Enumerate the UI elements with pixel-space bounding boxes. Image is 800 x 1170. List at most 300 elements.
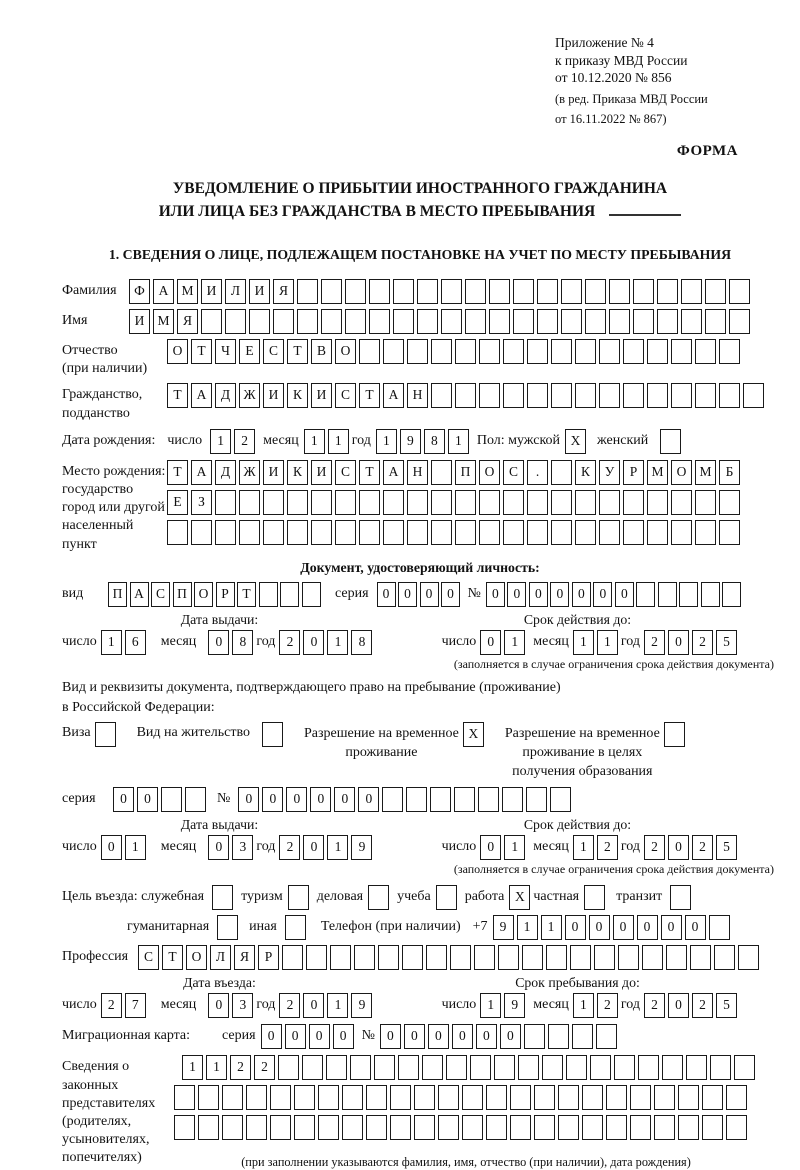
char-cell[interactable] [431,520,452,545]
char-cell[interactable] [270,1085,291,1110]
char-cell[interactable] [719,490,740,515]
char-cell[interactable] [542,1055,563,1080]
char-cell[interactable] [302,582,321,607]
char-cell[interactable] [606,1085,627,1110]
char-cell[interactable]: П [108,582,127,607]
char-cell[interactable]: 1 [206,1055,227,1080]
char-cell[interactable] [436,885,457,910]
char-cell[interactable] [719,339,740,364]
char-cell[interactable] [590,1055,611,1080]
char-cell[interactable]: Я [177,309,198,334]
char-cell[interactable] [738,945,759,970]
char-cell[interactable] [526,787,547,812]
char-cell[interactable] [479,383,500,408]
char-cell[interactable]: 0 [420,582,439,607]
char-cell[interactable]: Т [287,339,308,364]
char-cell[interactable] [594,945,615,970]
char-cell[interactable] [575,490,596,515]
char-cell[interactable] [359,490,380,515]
title-blank-underline[interactable] [609,214,681,216]
char-cell[interactable] [701,582,720,607]
char-cell[interactable]: 0 [668,630,689,655]
char-cell[interactable] [249,309,270,334]
char-cell[interactable] [695,383,716,408]
char-cell[interactable] [311,490,332,515]
char-cell[interactable]: 3 [232,835,253,860]
char-cell[interactable]: П [455,460,476,485]
char-cell[interactable]: 1 [573,630,594,655]
char-cell[interactable] [678,1085,699,1110]
char-cell[interactable] [278,1055,299,1080]
char-cell[interactable] [558,1085,579,1110]
char-cell[interactable] [462,1115,483,1140]
char-cell[interactable] [263,490,284,515]
char-cell[interactable] [502,787,523,812]
char-cell[interactable] [664,722,685,747]
char-cell[interactable] [455,339,476,364]
char-cell[interactable]: 0 [262,787,283,812]
char-cell[interactable] [503,520,524,545]
char-cell[interactable]: 0 [334,787,355,812]
char-cell[interactable] [287,520,308,545]
char-cell[interactable]: А [130,582,149,607]
char-cell[interactable]: 0 [303,993,324,1018]
char-cell[interactable]: 9 [400,429,421,454]
char-cell[interactable]: 0 [261,1024,282,1049]
char-cell[interactable]: И [201,279,222,304]
char-cell[interactable] [330,945,351,970]
char-cell[interactable]: А [191,383,212,408]
char-cell[interactable]: 2 [279,993,300,1018]
char-cell[interactable] [709,915,730,940]
char-cell[interactable] [239,490,260,515]
char-cell[interactable] [498,945,519,970]
char-cell[interactable]: И [129,309,150,334]
char-cell[interactable]: И [249,279,270,304]
char-cell[interactable]: 1 [504,630,525,655]
char-cell[interactable] [623,383,644,408]
char-cell[interactable]: С [263,339,284,364]
char-cell[interactable]: К [287,383,308,408]
char-cell[interactable] [671,520,692,545]
char-cell[interactable]: 0 [529,582,548,607]
char-cell[interactable]: 1 [304,429,325,454]
char-cell[interactable]: А [191,460,212,485]
char-cell[interactable] [614,1055,635,1080]
char-cell[interactable]: X [565,429,586,454]
char-cell[interactable] [306,945,327,970]
char-cell[interactable] [198,1115,219,1140]
char-cell[interactable]: 0 [589,915,610,940]
char-cell[interactable]: 0 [441,582,460,607]
char-cell[interactable] [671,490,692,515]
char-cell[interactable] [342,1085,363,1110]
char-cell[interactable]: 0 [358,787,379,812]
char-cell[interactable] [390,1085,411,1110]
char-cell[interactable] [359,520,380,545]
char-cell[interactable] [431,490,452,515]
char-cell[interactable] [302,1055,323,1080]
char-cell[interactable]: 0 [309,1024,330,1049]
char-cell[interactable] [294,1115,315,1140]
char-cell[interactable] [414,1085,435,1110]
char-cell[interactable] [527,490,548,515]
char-cell[interactable]: 0 [101,835,122,860]
char-cell[interactable] [513,279,534,304]
char-cell[interactable] [383,490,404,515]
char-cell[interactable] [263,520,284,545]
char-cell[interactable]: X [509,885,530,910]
char-cell[interactable]: 2 [692,630,713,655]
char-cell[interactable] [321,279,342,304]
char-cell[interactable] [630,1085,651,1110]
char-cell[interactable] [494,1055,515,1080]
char-cell[interactable] [690,945,711,970]
char-cell[interactable] [503,490,524,515]
char-cell[interactable]: О [186,945,207,970]
char-cell[interactable] [287,490,308,515]
char-cell[interactable]: О [167,339,188,364]
char-cell[interactable] [366,1085,387,1110]
char-cell[interactable] [585,309,606,334]
char-cell[interactable] [666,945,687,970]
char-cell[interactable]: Т [167,460,188,485]
char-cell[interactable] [551,339,572,364]
char-cell[interactable] [642,945,663,970]
char-cell[interactable] [722,582,741,607]
char-cell[interactable] [647,490,668,515]
char-cell[interactable] [259,582,278,607]
char-cell[interactable] [705,279,726,304]
char-cell[interactable] [430,787,451,812]
char-cell[interactable] [426,945,447,970]
char-cell[interactable] [441,279,462,304]
char-cell[interactable]: Д [215,460,236,485]
char-cell[interactable] [407,490,428,515]
char-cell[interactable] [609,309,630,334]
char-cell[interactable]: Я [273,279,294,304]
char-cell[interactable]: 0 [668,835,689,860]
char-cell[interactable] [662,1055,683,1080]
char-cell[interactable] [566,1055,587,1080]
char-cell[interactable] [414,1115,435,1140]
char-cell[interactable]: X [463,722,484,747]
char-cell[interactable] [681,309,702,334]
char-cell[interactable]: 0 [613,915,634,940]
char-cell[interactable] [623,339,644,364]
char-cell[interactable] [551,490,572,515]
char-cell[interactable] [658,582,677,607]
char-cell[interactable] [551,460,572,485]
char-cell[interactable] [280,582,299,607]
char-cell[interactable]: 2 [692,993,713,1018]
char-cell[interactable] [454,787,475,812]
char-cell[interactable]: 0 [303,835,324,860]
char-cell[interactable]: 0 [398,582,417,607]
char-cell[interactable] [95,722,116,747]
char-cell[interactable]: З [191,490,212,515]
char-cell[interactable]: 1 [480,993,501,1018]
char-cell[interactable] [623,520,644,545]
char-cell[interactable] [599,339,620,364]
char-cell[interactable] [714,945,735,970]
char-cell[interactable] [382,787,403,812]
char-cell[interactable] [198,1085,219,1110]
char-cell[interactable]: Д [215,383,236,408]
char-cell[interactable] [719,520,740,545]
char-cell[interactable] [455,490,476,515]
char-cell[interactable] [225,309,246,334]
char-cell[interactable] [450,945,471,970]
char-cell[interactable] [474,945,495,970]
char-cell[interactable]: М [647,460,668,485]
char-cell[interactable] [570,945,591,970]
char-cell[interactable] [513,309,534,334]
char-cell[interactable]: 1 [573,993,594,1018]
char-cell[interactable]: 1 [448,429,469,454]
char-cell[interactable]: Т [167,383,188,408]
char-cell[interactable] [383,339,404,364]
char-cell[interactable]: Б [719,460,740,485]
char-cell[interactable]: С [335,383,356,408]
char-cell[interactable]: 1 [328,429,349,454]
char-cell[interactable] [606,1115,627,1140]
char-cell[interactable] [294,1085,315,1110]
char-cell[interactable] [705,309,726,334]
char-cell[interactable] [671,383,692,408]
char-cell[interactable]: 0 [637,915,658,940]
char-cell[interactable]: 0 [572,582,591,607]
char-cell[interactable]: 0 [238,787,259,812]
char-cell[interactable] [657,279,678,304]
char-cell[interactable]: М [177,279,198,304]
char-cell[interactable]: 0 [685,915,706,940]
char-cell[interactable] [288,885,309,910]
char-cell[interactable]: В [311,339,332,364]
char-cell[interactable] [550,787,571,812]
char-cell[interactable]: Н [407,383,428,408]
char-cell[interactable]: 5 [716,630,737,655]
char-cell[interactable]: Ч [215,339,236,364]
char-cell[interactable] [217,915,238,940]
char-cell[interactable]: А [153,279,174,304]
char-cell[interactable]: 0 [137,787,158,812]
char-cell[interactable] [431,383,452,408]
char-cell[interactable] [489,309,510,334]
char-cell[interactable]: У [599,460,620,485]
char-cell[interactable] [441,309,462,334]
char-cell[interactable]: Ф [129,279,150,304]
char-cell[interactable] [191,520,212,545]
char-cell[interactable] [212,885,233,910]
char-cell[interactable] [510,1085,531,1110]
char-cell[interactable] [582,1085,603,1110]
char-cell[interactable]: Е [167,490,188,515]
char-cell[interactable]: К [575,460,596,485]
char-cell[interactable] [618,945,639,970]
char-cell[interactable] [518,1055,539,1080]
char-cell[interactable] [446,1055,467,1080]
char-cell[interactable]: Е [239,339,260,364]
char-cell[interactable] [503,339,524,364]
char-cell[interactable]: 0 [404,1024,425,1049]
char-cell[interactable]: 2 [230,1055,251,1080]
char-cell[interactable] [630,1115,651,1140]
char-cell[interactable] [393,309,414,334]
char-cell[interactable]: М [695,460,716,485]
char-cell[interactable]: 0 [208,835,229,860]
char-cell[interactable]: Н [407,460,428,485]
char-cell[interactable]: М [153,309,174,334]
char-cell[interactable]: 1 [597,630,618,655]
char-cell[interactable]: 2 [234,429,255,454]
char-cell[interactable] [575,520,596,545]
char-cell[interactable]: И [311,460,332,485]
char-cell[interactable] [561,309,582,334]
char-cell[interactable]: Т [359,383,380,408]
char-cell[interactable] [561,279,582,304]
char-cell[interactable]: 2 [279,835,300,860]
char-cell[interactable] [729,279,750,304]
char-cell[interactable] [702,1115,723,1140]
char-cell[interactable] [670,885,691,910]
char-cell[interactable] [695,339,716,364]
char-cell[interactable]: 0 [661,915,682,940]
char-cell[interactable] [522,945,543,970]
char-cell[interactable] [654,1085,675,1110]
char-cell[interactable]: 8 [351,630,372,655]
char-cell[interactable] [503,383,524,408]
char-cell[interactable]: О [479,460,500,485]
char-cell[interactable] [743,383,764,408]
char-cell[interactable]: 0 [480,630,501,655]
char-cell[interactable] [297,309,318,334]
char-cell[interactable]: Р [258,945,279,970]
char-cell[interactable]: 2 [644,835,665,860]
char-cell[interactable]: 1 [125,835,146,860]
char-cell[interactable] [534,1085,555,1110]
char-cell[interactable] [695,520,716,545]
char-cell[interactable] [681,279,702,304]
char-cell[interactable] [359,339,380,364]
char-cell[interactable] [383,520,404,545]
char-cell[interactable] [575,383,596,408]
char-cell[interactable]: 1 [541,915,562,940]
char-cell[interactable] [633,279,654,304]
char-cell[interactable]: 0 [377,582,396,607]
char-cell[interactable] [406,787,427,812]
char-cell[interactable] [270,1115,291,1140]
char-cell[interactable] [438,1115,459,1140]
char-cell[interactable] [729,309,750,334]
char-cell[interactable]: 1 [327,993,348,1018]
char-cell[interactable] [671,339,692,364]
char-cell[interactable] [407,520,428,545]
char-cell[interactable]: 2 [101,993,122,1018]
char-cell[interactable] [679,582,698,607]
char-cell[interactable]: Р [216,582,235,607]
char-cell[interactable]: 0 [286,787,307,812]
char-cell[interactable] [417,279,438,304]
char-cell[interactable] [599,490,620,515]
char-cell[interactable]: 2 [597,993,618,1018]
char-cell[interactable]: К [287,460,308,485]
char-cell[interactable]: 5 [716,993,737,1018]
char-cell[interactable] [246,1085,267,1110]
char-cell[interactable]: 2 [597,835,618,860]
char-cell[interactable] [369,279,390,304]
char-cell[interactable] [431,339,452,364]
char-cell[interactable]: 0 [565,915,586,940]
char-cell[interactable] [369,309,390,334]
char-cell[interactable] [527,383,548,408]
char-cell[interactable]: 0 [593,582,612,607]
char-cell[interactable]: 9 [351,993,372,1018]
char-cell[interactable] [537,279,558,304]
char-cell[interactable] [398,1055,419,1080]
char-cell[interactable] [599,520,620,545]
char-cell[interactable]: 3 [232,993,253,1018]
char-cell[interactable] [422,1055,443,1080]
char-cell[interactable] [282,945,303,970]
char-cell[interactable] [527,520,548,545]
char-cell[interactable] [551,383,572,408]
char-cell[interactable] [478,787,499,812]
char-cell[interactable]: А [383,460,404,485]
char-cell[interactable] [239,520,260,545]
char-cell[interactable] [222,1115,243,1140]
char-cell[interactable] [636,582,655,607]
char-cell[interactable]: 0 [500,1024,521,1049]
char-cell[interactable] [350,1055,371,1080]
char-cell[interactable] [366,1115,387,1140]
char-cell[interactable]: 6 [125,630,146,655]
char-cell[interactable] [431,460,452,485]
char-cell[interactable] [537,309,558,334]
char-cell[interactable] [161,787,182,812]
char-cell[interactable] [647,339,668,364]
char-cell[interactable]: 2 [692,835,713,860]
char-cell[interactable] [378,945,399,970]
char-cell[interactable] [486,1115,507,1140]
char-cell[interactable] [584,885,605,910]
char-cell[interactable] [638,1055,659,1080]
char-cell[interactable] [174,1115,195,1140]
char-cell[interactable] [479,520,500,545]
char-cell[interactable]: 1 [210,429,231,454]
char-cell[interactable] [551,520,572,545]
char-cell[interactable] [326,1055,347,1080]
char-cell[interactable] [470,1055,491,1080]
char-cell[interactable] [702,1085,723,1110]
char-cell[interactable]: 0 [380,1024,401,1049]
char-cell[interactable]: Я [234,945,255,970]
char-cell[interactable] [633,309,654,334]
char-cell[interactable] [726,1115,747,1140]
char-cell[interactable]: П [173,582,192,607]
char-cell[interactable]: Ж [239,383,260,408]
char-cell[interactable]: 1 [327,835,348,860]
char-cell[interactable]: 1 [517,915,538,940]
char-cell[interactable] [510,1115,531,1140]
char-cell[interactable] [558,1115,579,1140]
char-cell[interactable]: 0 [428,1024,449,1049]
char-cell[interactable] [407,339,428,364]
char-cell[interactable] [402,945,423,970]
char-cell[interactable] [318,1085,339,1110]
char-cell[interactable]: 5 [716,835,737,860]
char-cell[interactable] [174,1085,195,1110]
